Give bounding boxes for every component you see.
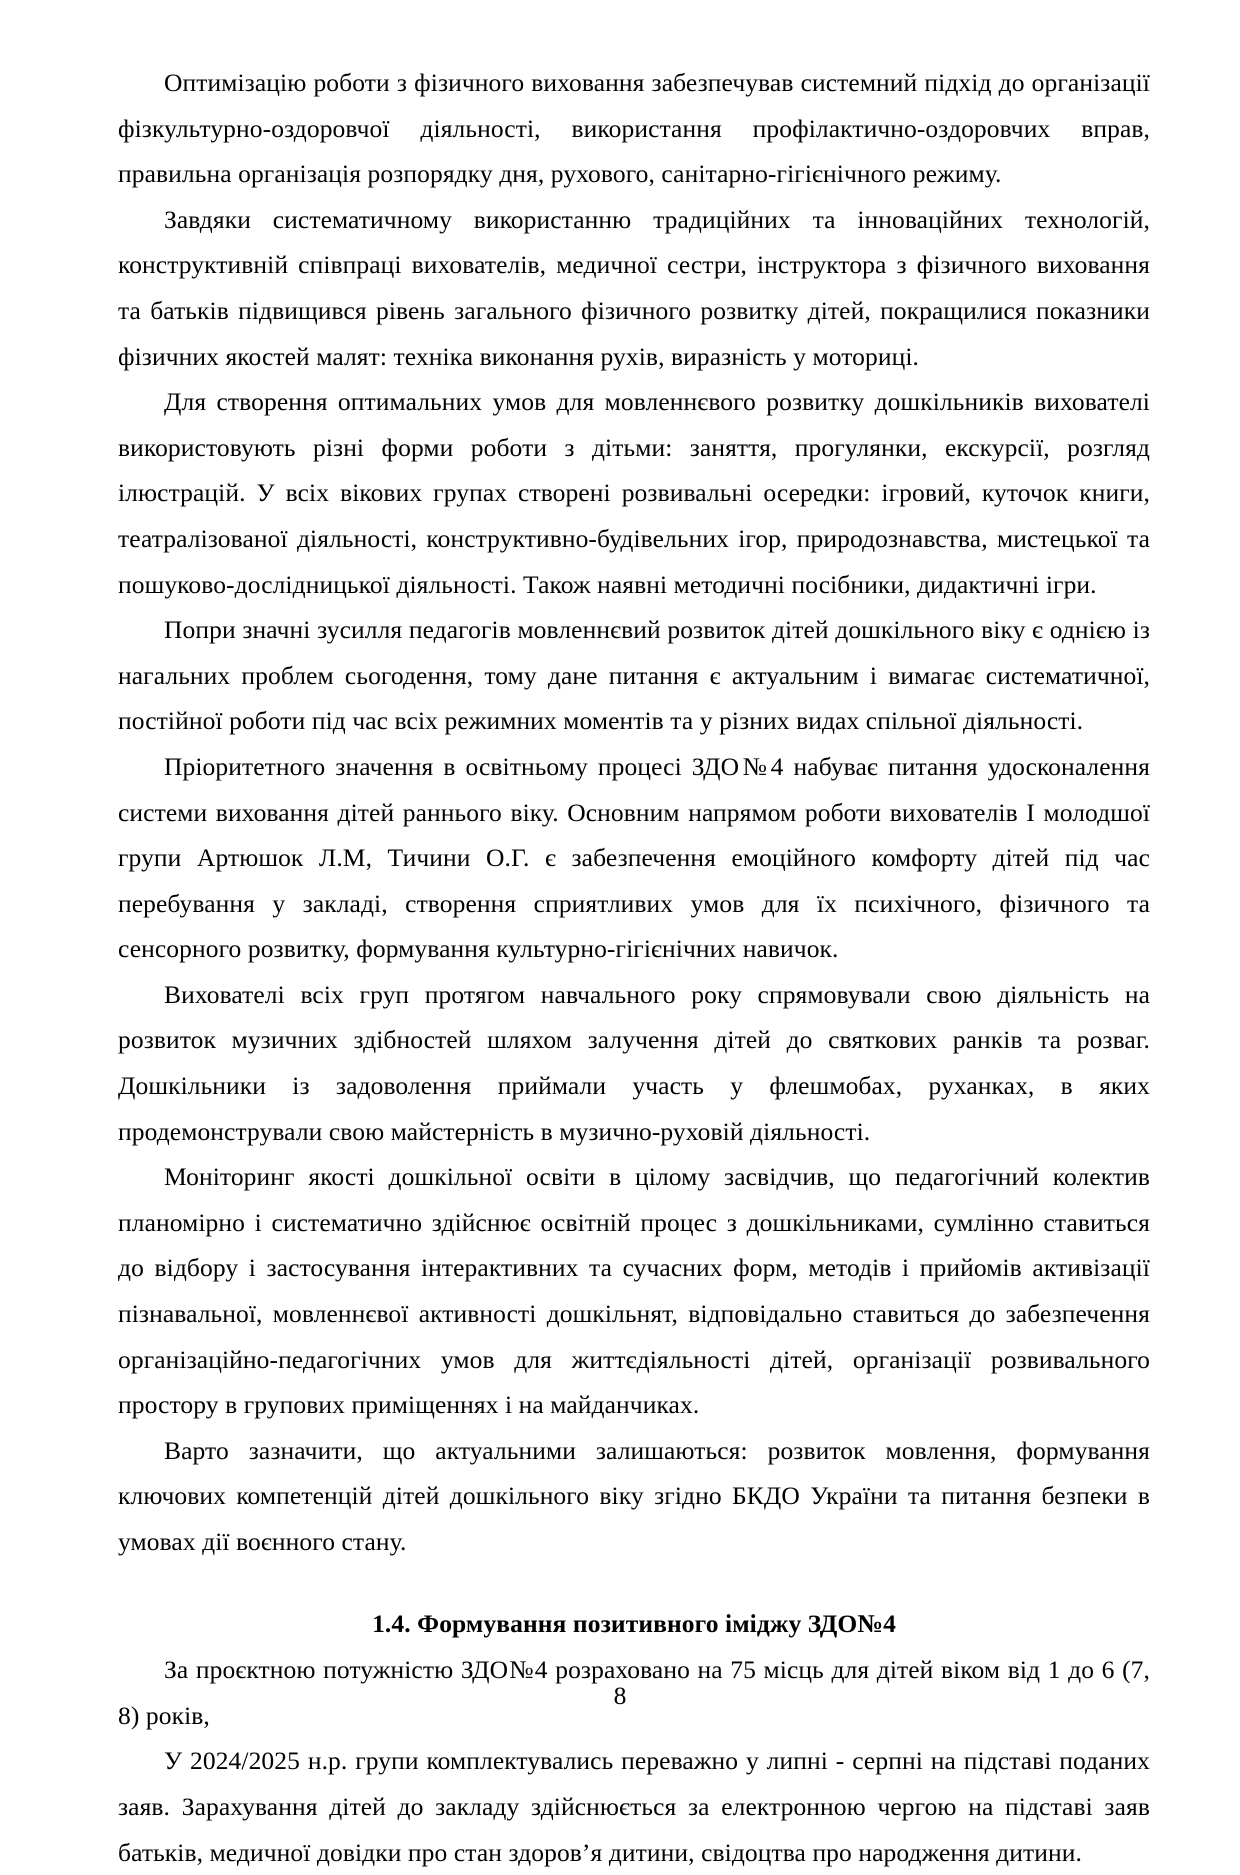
paragraph-9: За проєктною потужністю ЗДО№4 розраховано на 75 місць для дітей віком від 1 до 6 (7, 8) років, (118, 1655, 1150, 1730)
paragraph-10: У 2024/2025 н.р. групи комплектувались переважно у липні - серпні на підставі поданих заяв. Зарахування дітей до закладу здійснюється за електронною чергою на підставі заяв батьків, медичної довідки про стан здоров’я дитини, свідоцтва про народження дитини. (118, 1746, 1150, 1867)
paragraph-2: Завдяки систематичному використанню традиційних та інноваційних технологій, конструктивній співпраці вихователів, медичної сестри, інструктора з фізичного виховання та батьків підвищився рівень загального фізичного розвитку дітей, покращилися показники фізичних якостей малят: техніка виконання рухів, виразність у моториці. (118, 204, 1150, 371)
paragraph-7: Моніторинг якості дошкільної освіти в цілому засвідчив, що педагогічний колектив планомірно і систематично здійснює освітній процес з дошкільниками, сумлінно ставиться до відбору і застосування інтерактивних та сучасних форм, методів і прийомів активізації пізнавальної, мовленнєвої активності дошкільнят, відповідально ставиться до забезпечення організаційно-педагогічних умов для життєдіяльності дітей, організації розвивального простору в групових приміщеннях і на майданчиках. (118, 1162, 1150, 1420)
page-number: 8 (613, 1681, 627, 1710)
paragraph-5: Пріоритетного значення в освітньому процесі ЗДО№4 набуває питання удосконалення системи виховання дітей раннього віку. Основним напрямом роботи вихователів І молодшої групи Артюшок Л.М, Тичини О.Г. є забезпечення емоційного комфорту дітей під час перебування у закладі, створення сприятливих умов для їх психічного, фізичного та сенсорного розвитку, формування культурно-гігієнічних навичок. (118, 751, 1150, 964)
paragraph-3: Для створення оптимальних умов для мовленнєвого розвитку дошкільників вихователі використовують різні форми роботи з дітьми: заняття, прогулянки, екскурсії, розгляд ілюстрацій. У всіх вікових групах створені розвивальні осередки: ігровий, куточок книги, театралізованої діяльності, конструктивно-будівельних ігор, природознавства, мистецької та пошуково-дослідницької діяльності. Також наявні методичні посібники, дидактичні ігри. (118, 387, 1150, 599)
document-body (118, 60, 1150, 1875)
section-heading-1-4: 1.4. Формування позитивного іміджу ЗДО№4 (372, 1608, 896, 1638)
paragraph-6: Вихователі всіх груп протягом навчального року спрямовували свою діяльність на розвиток музичних здібностей шляхом залучення дітей до святкових ранків та розваг. Дошкільники із задоволення приймали участь у флешмобах, руханках, в яких продемонстрували свою майстерність в музично-руховій діяльності. (118, 979, 1150, 1146)
paragraph-1: Оптимізацію роботи з фізичного виховання забезпечував системний підхід до організації фізкультурно-оздоровчої діяльності, використання профілактично-оздоровчих вправ, правильна організація розпорядку дня, рухового, санітарно-гігієнічного режиму. (118, 68, 1150, 189)
paragraph-4: Попри значні зусилля педагогів мовленнєвий розвиток дітей дошкільного віку є однією із нагальних проблем сьогодення, тому дане питання є актуальним і вимагає систематичної, постійної роботи під час всіх режимних моментів та у різних видах спільної діяльності. (118, 615, 1150, 736)
paragraph-8: Варто зазначити, що актуальними залишаються: розвиток мовлення, формування ключових компетенцій дітей дошкільного віку згідно БКДО України та питання безпеки в умовах дії воєнного стану. (118, 1435, 1150, 1556)
